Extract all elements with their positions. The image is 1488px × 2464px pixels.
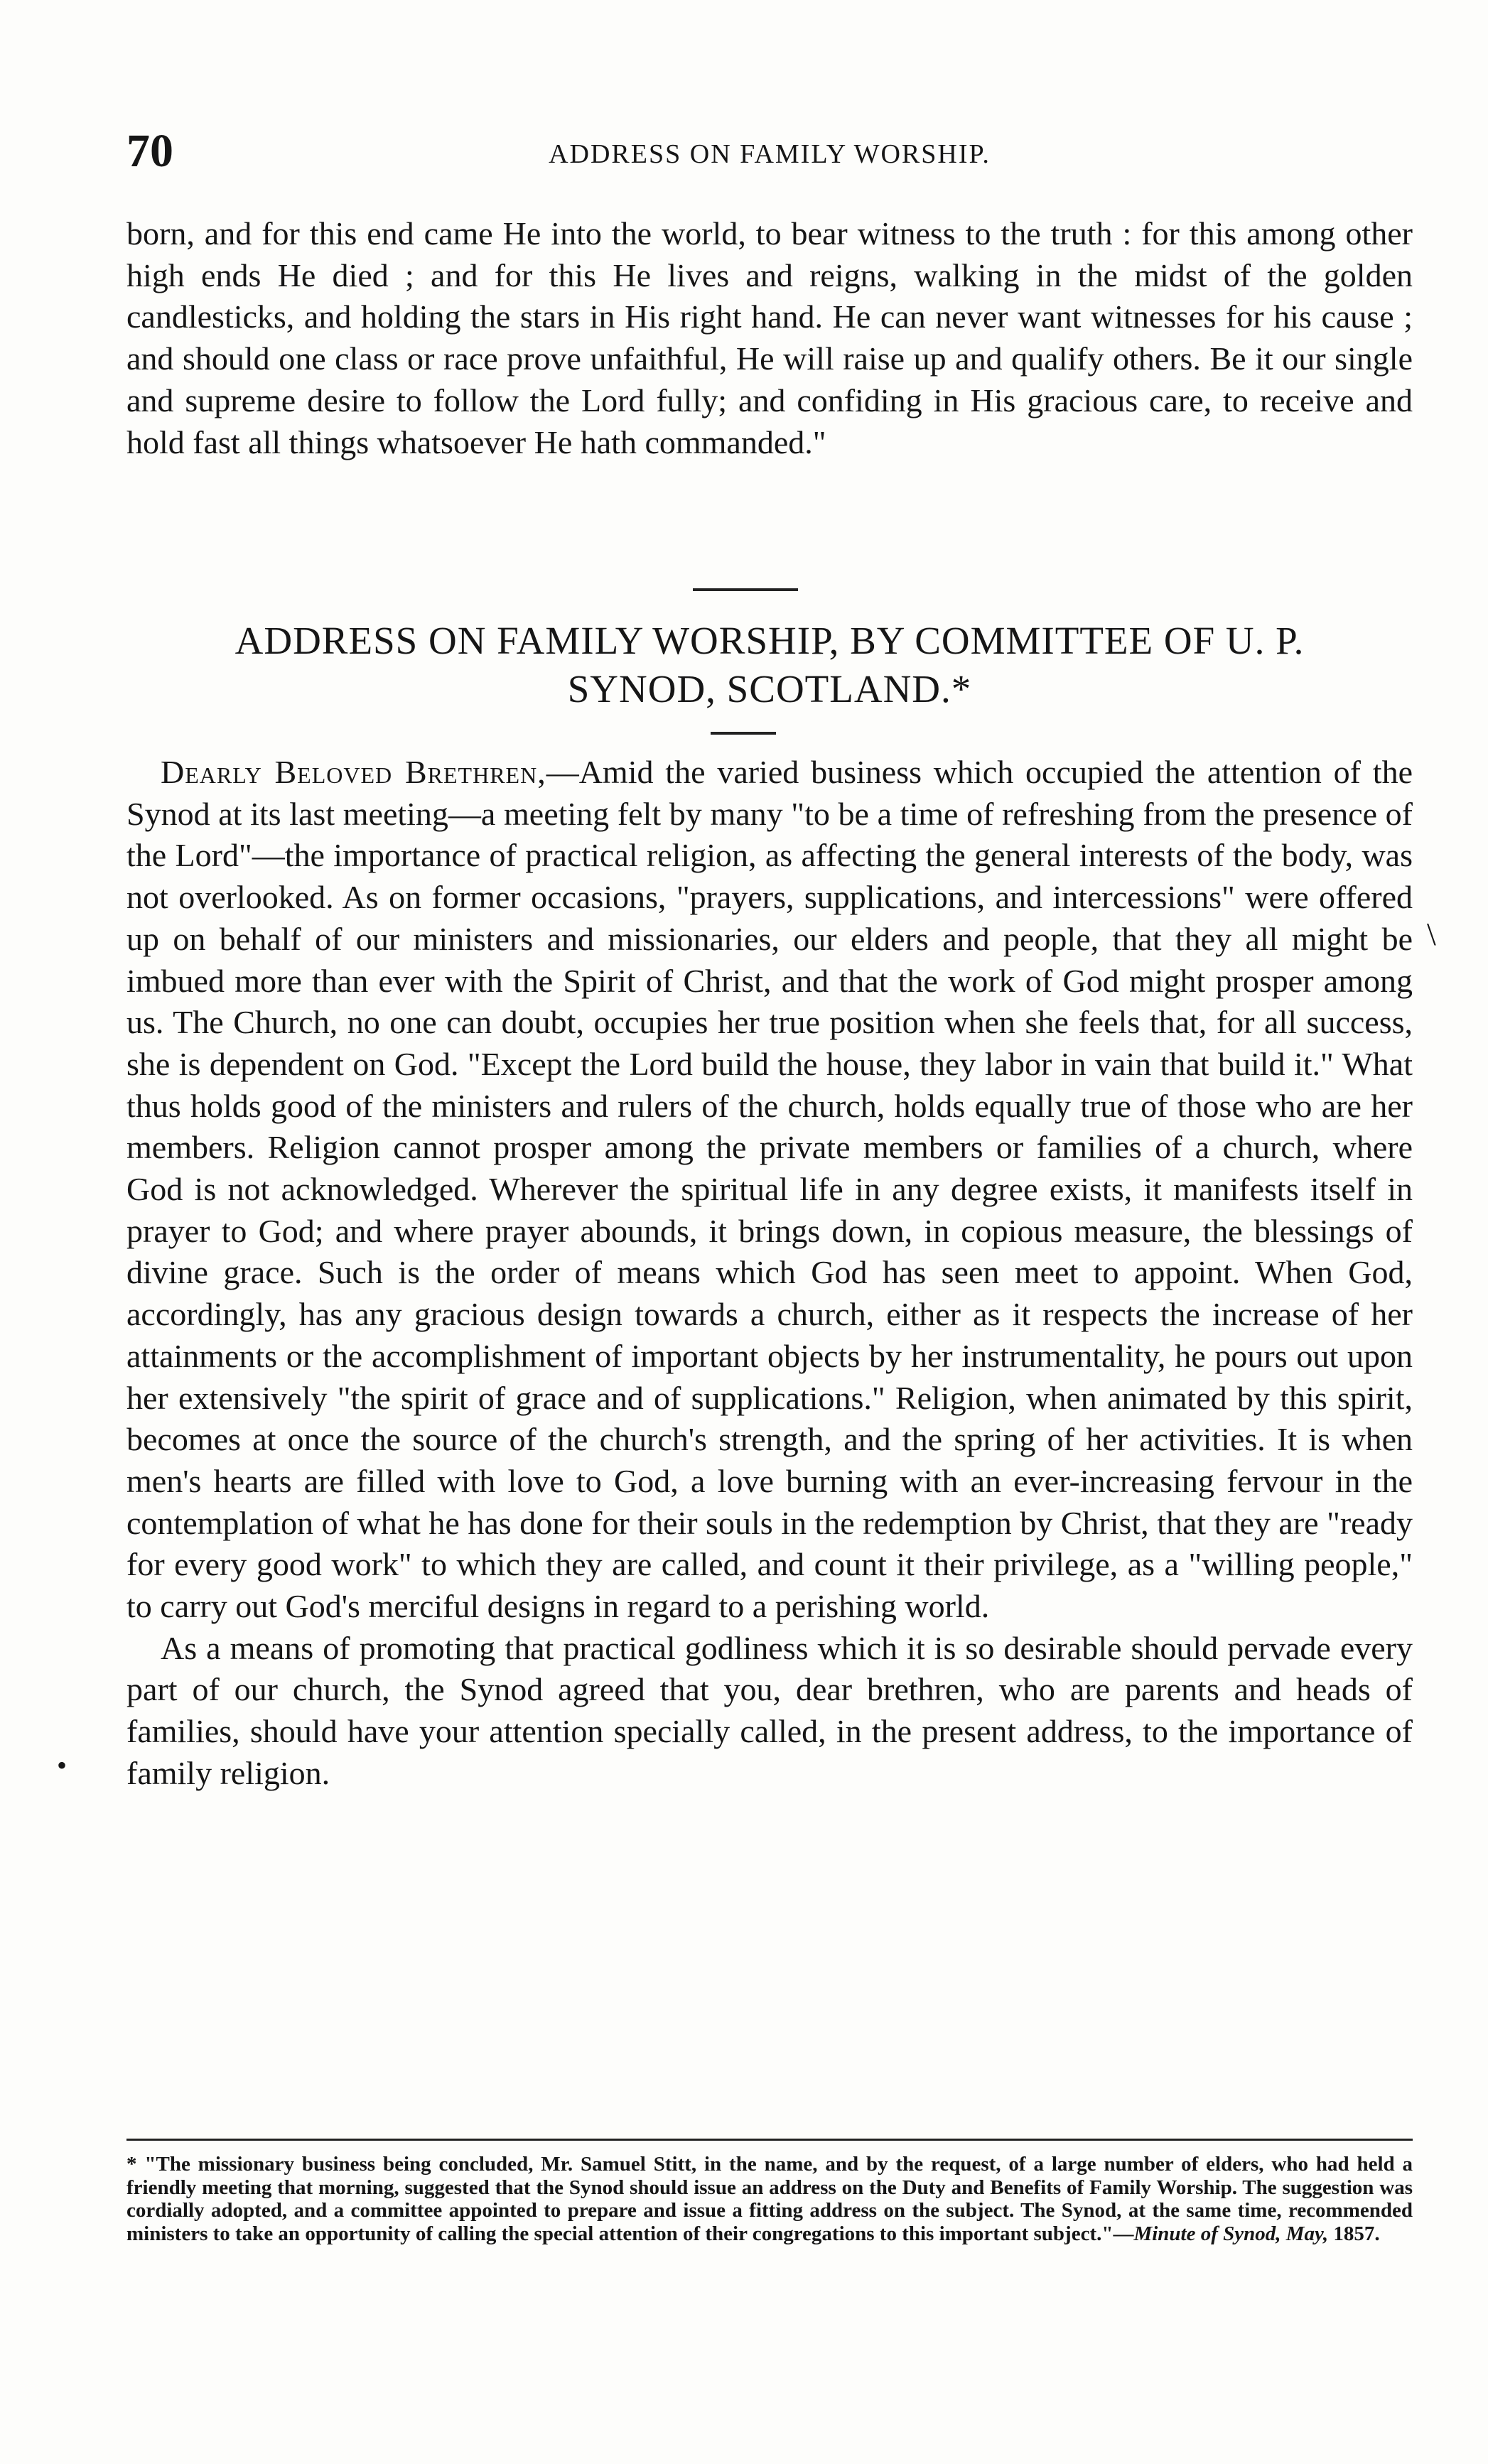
footnote-citation: Minute of Synod, May,	[1133, 2222, 1329, 2245]
footnote-year: 1857.	[1328, 2222, 1380, 2245]
section-title-line1: ADDRESS ON FAMILY WORSHIP, BY COMMITTEE OF U. P.	[234, 619, 1305, 662]
footnote-rule	[126, 2139, 1413, 2141]
section-title-line2: SYNOD, SCOTLAND.*	[567, 667, 972, 710]
address-paragraph-1	[126, 752, 1413, 1628]
address-paragraph-1-text: —Amid the varied business which occupied the attention of the Synod at its last meeting—a meeting felt by many "to be a time of refreshing from the presence of the Lord"—the importance of practical religion, as affecting the general interests of the body, was not overlooked. As on former occasions, "prayers, supplications, and intercessions" were offered up on behalf of our ministers and missionaries, our elders and people, that they all might be imbued more than ever with the Spirit of Christ, and that the work of God might prosper among us. The Church, no one can doubt, occupies her true position when she feels that, for all success, she is dependent on God. "Except the Lord build the house, they labor in vain that build it." What thus holds good of the ministers and rulers of the church, holds equally true of those who are her members. Religion cannot prosper among the private members or families of a church, where God is not acknowledged. Wherever the spiritual life in any degree exists, it manifests itself in prayer to God; and where prayer abounds, it brings down, in copious measure, the blessings of divine grace. Such is the order of means which God has seen meet to appoint. When God, accordingly, has any gracious design towards a church, either as it respects the increase of her attainments or the accomplishment of important objects by her instrumentality, he pours out upon her extensively "the spirit of grace and of supplications." Religion, when animated by this spirit, becomes at once the source of the church's strength, and the spring of her activities. It is when men's hearts are filled with love to God, a love burning with an ever-increasing fervour in the contemplation of what he has done for their souls in the redemption by Christ, that they are "ready for every good work" to which they are called, and count it their privilege, as a "willing people," to carry out God's merciful designs in regard to a perishing world.	[126, 754, 1413, 1625]
address-paragraph-2: As a means of promoting that practical godliness which it is so desirable should pervade every part of our church, the Synod agreed that you, dear brethren, who are parents and heads of families, should have your attention specially called, in the present address, to the importance of family religion.	[126, 1629, 1413, 1791]
section-title	[126, 617, 1413, 713]
running-head: ADDRESS ON FAMILY WORSHIP.	[549, 139, 991, 169]
salutation: Dearly Beloved Brethren,	[161, 754, 546, 790]
footnote	[126, 2153, 1413, 2245]
previous-paragraph: born, and for this end came He into the world, to bear witness to the truth : for this among other high ends He died ; and for this He lives and reigns, walking in the midst of the golden candlesticks, and holding the stars in His right hand. He can never want witnesses for his cause ; and should one class or race prove unfaithful, He will raise up and qualify others. Be it our single and supreme desire to follow the Lord fully; and confiding in His gracious care, to receive and hold fast all things whatsoever He hath commanded."	[126, 215, 1413, 460]
address-body	[126, 752, 1413, 1795]
footnote-text: * "The missionary business being concluded, Mr. Samuel Stitt, in the name, and by the request, of a large number of elders, who had held a friendly meeting that morning, suggested that the Synod should issue an address on the Duty and Benefits of Family Worship. The suggestion was cordially adopted, and a committee appointed to prepare and issue a fitting address on the subject. The Synod, at the same time, recommended ministers to take an opportunity of calling the special attention of their congregations to this important subject."—	[126, 2153, 1413, 2245]
margin-mark-dot: •	[57, 1749, 68, 1781]
page-number: 70	[126, 125, 173, 177]
section-divider-top	[693, 588, 798, 591]
section-divider-bottom	[711, 732, 776, 735]
previous-paragraph-block	[126, 213, 1413, 463]
margin-mark-backslash: \	[1427, 916, 1436, 952]
page-header	[126, 119, 1413, 183]
